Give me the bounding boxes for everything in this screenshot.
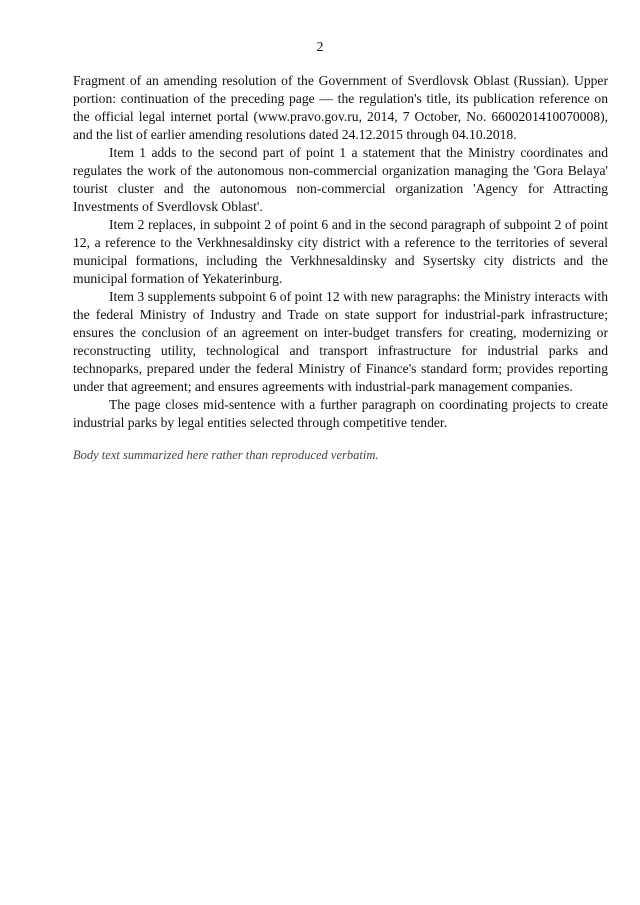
paragraph-item-2: Item 2 replaces, in subpoint 2 of point 6 and in the second paragraph of subpoint 2 of point 12, a reference to the Verkhnesaldinsky city district with a reference to the territories of several municipal formations, including the Verkhnesaldinsky and Sysertsky city districts and the municipal formation of Yekaterinburg. — [73, 217, 608, 286]
paragraph-continuation: Fragment of an amending resolution of the Government of Sverdlovsk Oblast (Russian). Upper portion: continuation of the preceding page — the regulation's title, its publication reference on the official legal internet portal (www.pravo.gov.ru, 2014, 7 October, No. 6600201410070008), and the list of earlier amending resolutions dated 24.12.2015 through 04.10.2018. — [73, 73, 608, 142]
summary-note: Body text summarized here rather than reproduced verbatim. — [73, 448, 379, 462]
page-number: 2 — [316, 40, 324, 55]
paragraph-item-1: Item 1 adds to the second part of point 1 a statement that the Ministry coordinates and regulates the work of the autonomous non-commercial organization managing the 'Gora Belaya' tourist cluster and the autonomous non-commercial organization 'Agency for Attracting Investments of Sverdlovsk Oblast'. — [73, 145, 608, 214]
document-body — [73, 72, 608, 464]
paragraph-closing: The page closes mid-sentence with a further paragraph on coordinating projects to create industrial parks by legal entities selected through competitive tender. — [73, 397, 608, 430]
paragraph-item-3: Item 3 supplements subpoint 6 of point 12 with new paragraphs: the Ministry interacts with the federal Ministry of Industry and Trade on state support for industrial-park infrastructure; ensures the conclusion of an agreement on inter-budget transfers for creating, modernizing or reconstructing utility, technological and transport infrastructure for industrial parks and technoparks, prepared under the federal Ministry of Finance's standard form; provides reporting under that agreement; and ensures agreements with industrial-park management companies. — [73, 289, 608, 394]
